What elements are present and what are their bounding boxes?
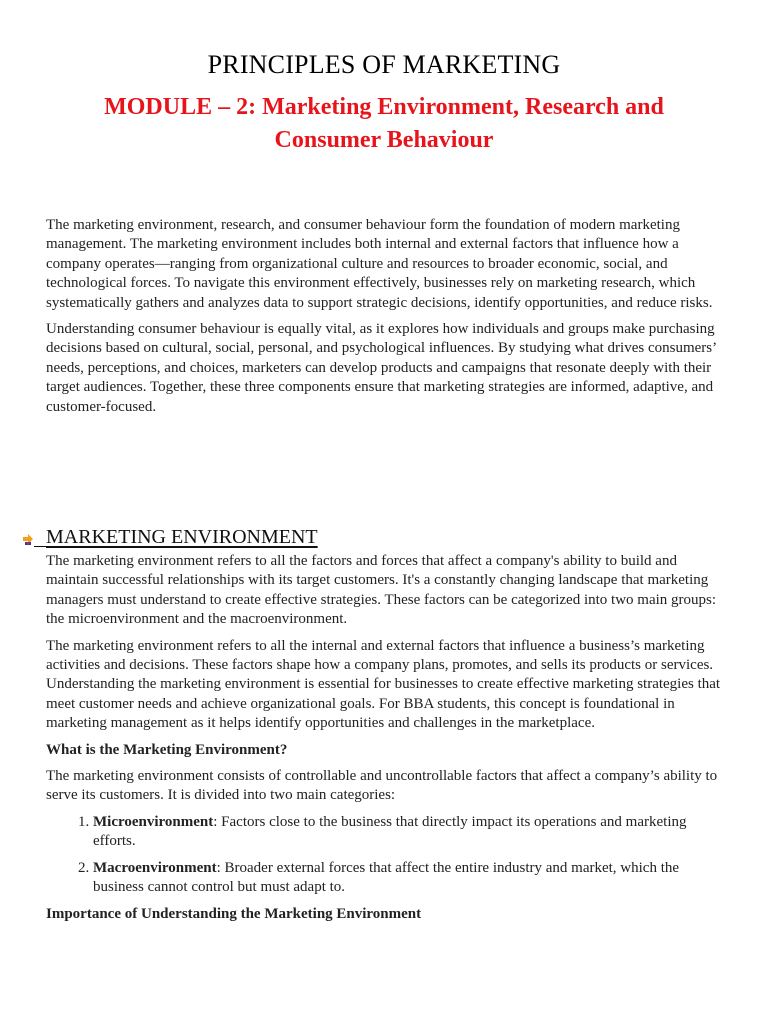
intro-section <box>46 216 726 424</box>
category-term: Macroenvironment <box>93 859 217 876</box>
module-title: MODULE – 2: Marketing Environment, Research and Consumer Behaviour <box>104 94 664 153</box>
subheading-what-is: What is the Marketing Environment? <box>46 741 288 758</box>
list-item <box>93 859 726 898</box>
subheading-importance: Importance of Understanding the Marketing Environment <box>46 905 422 922</box>
document-title: PRINCIPLES OF MARKETING <box>207 50 561 79</box>
category-description: : Broader external forces that affect the entire industry and market, which the business cannot control but must adapt to. <box>93 859 680 896</box>
definition-paragraph: The marketing environment consists of controllable and uncontrollable factors that affect a company’s ability to serve its customers. It is divided into two main categories: <box>46 768 718 804</box>
section-heading: MARKETING ENVIRONMENT <box>46 526 318 548</box>
category-term: Microenvironment <box>93 813 214 830</box>
marketing-environment-section <box>46 524 726 931</box>
heading-underline-lead <box>34 546 46 547</box>
section-paragraph: The marketing environment refers to all the factors and forces that affect a company's ability to build and maintain successful relationships with its target customers. It's a constantly changing landscape that marketing managers must understand to create effective strategies. These factors can be categorized into two main groups: the microenvironment and the macroenvironment. <box>46 553 717 628</box>
category-description: : Factors close to the business that directly impact its operations and marketing efforts. <box>93 813 687 850</box>
intro-paragraph: Understanding consumer behaviour is equally vital, as it explores how individuals and groups make purchasing decisions based on cultural, social, personal, and psychological influences. By studying what drives consumers’ needs, perceptions, and choices, marketers can develop products and campaigns that resonate deeply with their target audiences. Together, these three components ensure that marketing strategies are informed, adaptive, and customer-focused. <box>46 321 716 415</box>
intro-paragraph: The marketing environment, research, and consumer behaviour form the foundation of modern marketing management. The marketing environment includes both internal and external factors that influence how a company operates—ranging from organizational culture and resources to broader economic, social, and technological forces. To navigate this environment effectively, businesses rely on marketing research, which systematically gathers and analyzes data to support strategic decisions, identify opportunities, and reduce risks. <box>46 217 713 311</box>
arrow-bullet-icon <box>22 534 34 546</box>
list-item <box>93 813 726 852</box>
category-list <box>46 813 726 898</box>
section-paragraph: The marketing environment refers to all the internal and external factors that influence a business’s marketing activities and decisions. These factors shape how a company plans, promotes, and sells its products or services. Understanding the marketing environment is essential for businesses to create effective marketing strategies that meet customer needs and achieve organizational goals. For BBA students, this concept is foundational in marketing management as it helps identify opportunities and challenges in the marketplace. <box>46 637 721 732</box>
section-heading-row <box>46 524 726 550</box>
